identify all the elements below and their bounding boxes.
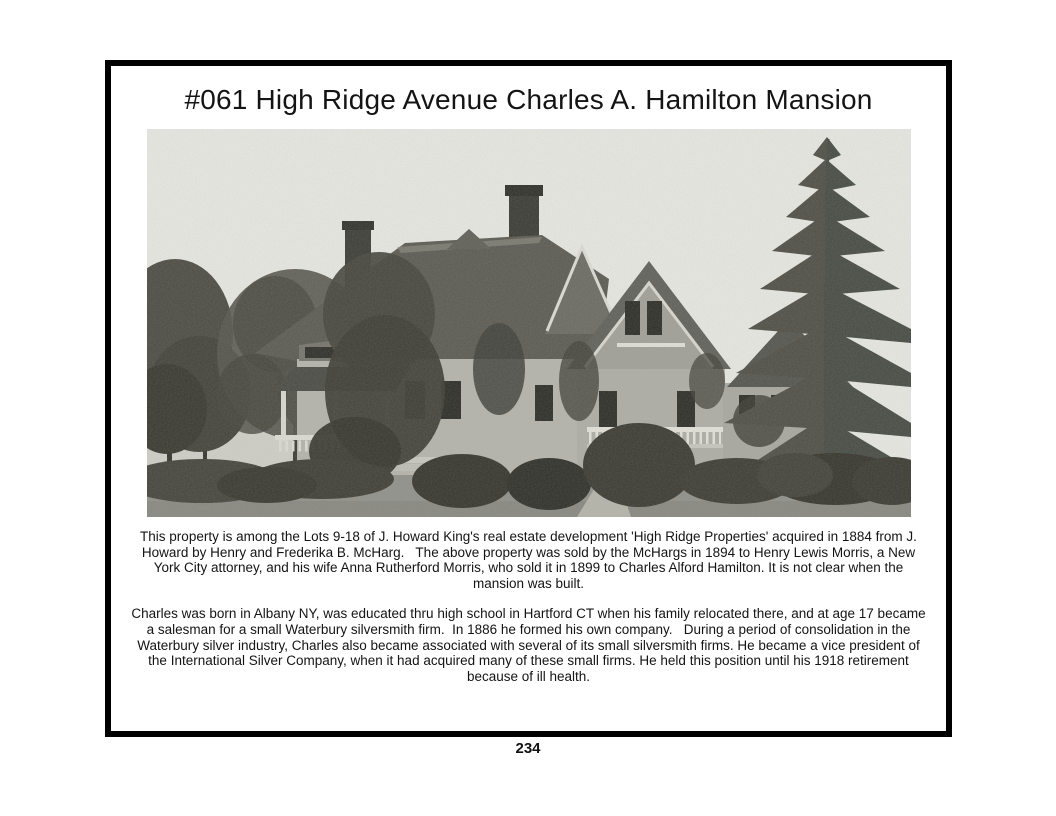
page-number: 234 bbox=[515, 740, 541, 757]
mansion-photo bbox=[147, 129, 911, 517]
mansion-photo-art bbox=[147, 129, 911, 517]
page-frame bbox=[105, 60, 952, 737]
paragraph-property-history: This property is among the Lots 9-18 of J. Howard King's real estate development 'High Ridge Properties' acquired in 1884 from J. Howard by Henry and Frederika B. McHarg. The above property was sold by the McHargs in 1894 to Henry Lewis Morris, a New York City attorney, and his wife Anna Rutherford Morris, who sold it in 1899 to Charles Alford Hamilton. It is not clear when the mansion was built. bbox=[140, 529, 921, 591]
page-title: #061 High Ridge Avenue Charles A. Hamilton Mansion bbox=[184, 84, 873, 115]
paragraph-charles-biography: Charles was born in Albany NY, was educated thru high school in Hartford CT when his family relocated there, and at age 17 became a salesman for a small Waterbury silversmith firm. In 1886 he formed his own company. During a period of consolidation in the Waterbury silver industry, Charles also became associated with several of its small silversmith firms. He became a vice president of the International Silver Company, when it had acquired many of these small firms. He held this position until his 1918 retirement because of ill health. bbox=[131, 606, 930, 684]
